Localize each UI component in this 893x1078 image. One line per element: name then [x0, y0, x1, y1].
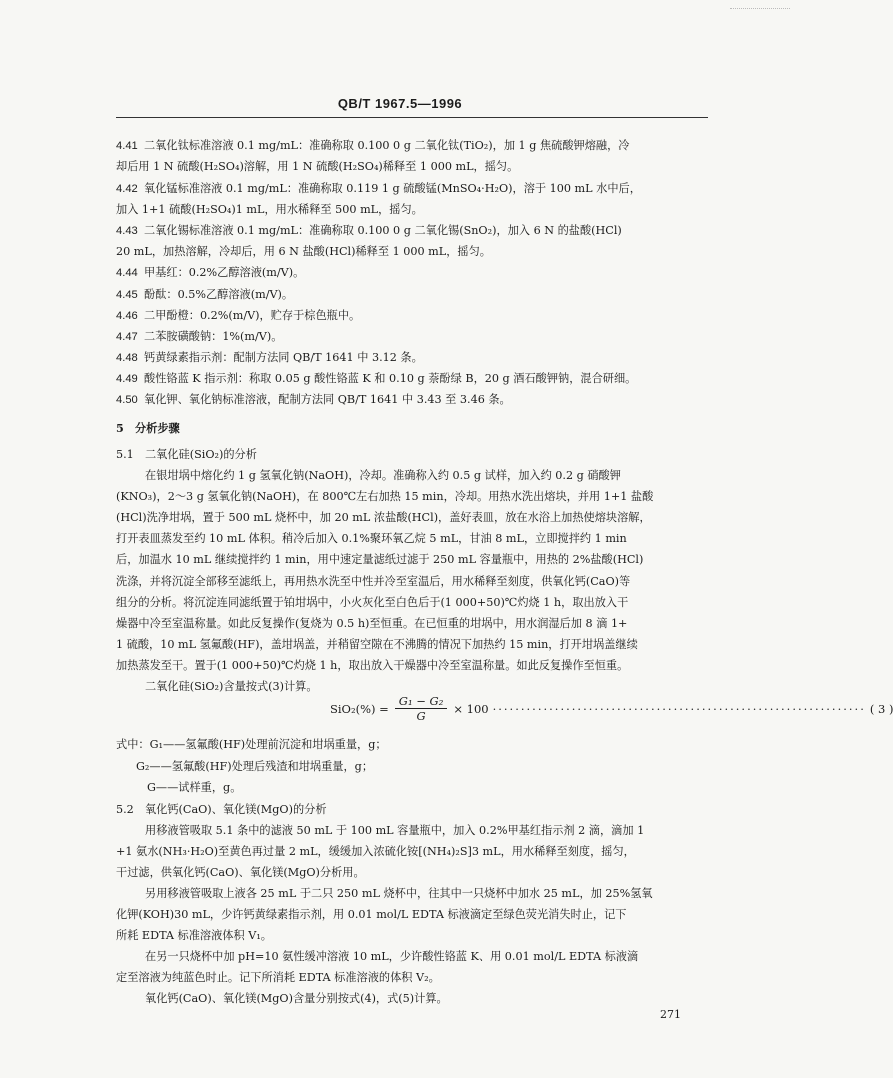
s51-line: 组分的分析。将沉淀连同滤纸置于铂坩埚中，小火灰化至白色后于(1 000+50)℃灼烧 1 h，取出放入干 — [116, 596, 629, 609]
where-g1: 式中：G₁——氢氟酸(HF)处理前沉淀和坩埚重量，g； — [116, 738, 387, 751]
s51-line: 在银坩埚中熔化约 1 g 氢氧化钠(NaOH)，冷却。准确称入约 0.5 g 试样，加入约 0.2 g 硝酸钾 — [145, 469, 621, 482]
s52-line: 氧化钙(CaO)、氧化镁(MgO)含量分别按式(4)，式(5)计算。 — [145, 992, 448, 1005]
item-text: 酸性铬蓝 K 指示剂：称取 0.05 g 酸性铬蓝 K 和 0.10 g 萘酚绿 B，20 g 酒石酸钾钠，混合研细。 — [144, 372, 637, 385]
item-4-43 — [116, 224, 716, 238]
item-text: 甲基红：0.2%乙醇溶液(m/V)。 — [144, 266, 305, 279]
item-text: 氧化钾、氧化钠标准溶液，配制方法同 QB/T 1641 中 3.43 至 3.46 条。 — [144, 393, 511, 406]
item-4-41-cont: 却后用 1 N 硫酸(H₂SO₄)溶解，用 1 N 硫酸(H₂SO₄)稀释至 1 000 mL，摇匀。 — [116, 160, 519, 173]
formula-number: ( 3 ) — [869, 701, 893, 716]
item-4-42-cont: 加入 1+1 硫酸(H₂SO₄)1 mL，用水稀释至 500 mL，摇匀。 — [116, 203, 423, 216]
item-4-45 — [116, 288, 716, 302]
page-number: 271 — [660, 1008, 681, 1021]
s51-line: (KNO₃)，2～3 g 氢氧化钠(NaOH)，在 800℃左右加热 15 min，冷却。用热水洗出熔块，并用 1+1 盐酸 — [116, 490, 654, 503]
s52-line: 另用移液管吸取上液各 25 mL 于二只 250 mL 烧杯中，往其中一只烧杯中加水 25 mL，加 25%氢氧 — [145, 887, 653, 900]
item-number: 4.48 — [116, 352, 138, 364]
item-number: 4.45 — [116, 289, 138, 301]
item-text: 酚酞：0.5%乙醇溶液(m/V)。 — [144, 288, 294, 301]
item-number: 4.41 — [116, 140, 138, 152]
item-text: 二氧化锡标准溶液 0.1 mg/mL：准确称取 0.100 0 g 二氧化锡(SnO₂)，加入 6 N 的盐酸(HCl) — [144, 224, 622, 237]
item-4-44 — [116, 266, 716, 280]
s51-line: 洗涤，并将沉淀全部移至滤纸上，再用热水洗至中性并冷至室温后，用水稀释至刻度，供氧化钙(CaO)等 — [116, 575, 631, 588]
item-4-42 — [116, 182, 716, 196]
item-number: 4.42 — [116, 183, 138, 195]
formula-fraction — [395, 694, 448, 723]
item-text: 二甲酚橙：0.2%(m/V)，贮存于棕色瓶中。 — [144, 309, 361, 322]
formula-leader-dots: ·································································· — [492, 701, 866, 716]
s52-line: 在另一只烧杯中加 pH=10 氨性缓冲溶液 10 mL，少许酸性铬蓝 K、用 0.01 mol/L EDTA 标液滴 — [145, 950, 639, 963]
item-text: 氧化锰标准溶液 0.1 mg/mL：准确称取 0.119 1 g 硫酸锰(MnSO₄·H₂O)，溶于 100 mL 水中后， — [144, 182, 641, 195]
s52-line: 用移液管吸取 5.1 条中的滤液 50 mL 于 100 mL 容量瓶中，加入 0.2%甲基红指示剂 2 滴，滴加 1 — [145, 824, 645, 837]
item-4-49 — [116, 372, 716, 386]
item-4-41 — [116, 139, 716, 153]
section-5-1-heading: 5.1 二氧化硅(SiO₂)的分析 — [116, 448, 257, 461]
item-4-48 — [116, 351, 716, 365]
item-text: 二苯胺磺酸钠：1%(m/V)。 — [144, 330, 283, 343]
s51-line: 打开表皿蒸发至约 10 mL 体积。稍冷后加入 0.1%聚环氧乙烷 5 mL，甘油 8 mL，立即搅拌约 1 min — [116, 532, 627, 545]
item-4-47 — [116, 330, 716, 344]
item-4-50 — [116, 393, 716, 407]
item-number: 4.44 — [116, 267, 138, 279]
item-number: 4.43 — [116, 225, 138, 237]
item-number: 4.46 — [116, 310, 138, 322]
s52-line: 化钾(KOH)30 mL，少许钙黄绿素指示剂，用 0.01 mol/L EDTA 标液滴定至绿色荧光消失时止，记下 — [116, 908, 627, 921]
corner-mark — [730, 0, 790, 9]
item-number: 4.47 — [116, 331, 138, 343]
item-text: 钙黄绿素指示剂：配制方法同 QB/T 1641 中 3.12 条。 — [144, 351, 423, 364]
s51-line: 1 硫酸，10 mL 氢氟酸(HF)，盖坩埚盖，并稍留空隙在不沸腾的情况下加热约 15 min，打开坩埚盖继续 — [116, 638, 638, 651]
header-rule — [116, 117, 708, 118]
section-5-heading: 5 分析步骤 — [116, 421, 180, 435]
s51-line: 燥器中冷至室温称量。如此反复操作(复烧为 0.5 h)至恒重。在已恒重的坩埚中，用水润湿后加 8 滴 1+ — [116, 617, 628, 630]
item-number: 4.50 — [116, 394, 138, 406]
calc-intro-3: 二氧化硅(SiO₂)含量按式(3)计算。 — [145, 680, 318, 693]
formula-rhs: × 100 — [453, 701, 489, 716]
s51-line: (HCl)洗净坩埚，置于 500 mL 烧杯中，加 20 mL 浓盐酸(HCl)，盖好表皿，放在水浴上加热使熔块溶解， — [116, 511, 651, 524]
where-g2: G₂——氢氟酸(HF)处理后残渣和坩埚重量，g； — [136, 760, 374, 773]
item-text: 二氧化钛标准溶液 0.1 mg/mL：准确称取 0.100 0 g 二氧化钛(TiO₂)，加 1 g 焦硫酸钾熔融，冷 — [144, 139, 630, 152]
item-4-46 — [116, 309, 716, 323]
section-5-2-heading: 5.2 氧化钙(CaO)、氧化镁(MgO)的分析 — [116, 803, 327, 816]
where-g: G——试样重，g。 — [147, 781, 242, 794]
s51-line: 后，加温水 10 mL 继续搅拌约 1 min，用中速定量滤纸过滤于 250 mL 容量瓶中，用热的 2%盐酸(HCl) — [116, 553, 644, 566]
formula-denominator: G — [416, 709, 426, 723]
s52-line: +1 氨水(NH₃·H₂O)至黄色再过量 2 mL，缓缓加入浓硫化铵[(NH₄)₂S]3 mL，用水稀释至刻度，摇匀， — [116, 845, 635, 858]
formula-lhs: SiO₂(%) = — [330, 701, 389, 716]
s51-line: 加热蒸发至干。置于(1 000+50)℃灼烧 1 h，取出放入干燥器中冷至室温称量。如此反复操作至恒重。 — [116, 659, 629, 672]
item-number: 4.49 — [116, 373, 138, 385]
item-4-43-cont: 20 mL，加热溶解，冷却后，用 6 N 盐酸(HCl)稀释至 1 000 mL，摇匀。 — [116, 245, 491, 258]
s52-line: 定至溶液为纯蓝色时止。记下所消耗 EDTA 标准溶液的体积 V₂。 — [116, 971, 440, 984]
s52-line: 所耗 EDTA 标准溶液体积 V₁。 — [116, 929, 272, 942]
formula-3 — [330, 694, 893, 723]
formula-numerator: G₁ − G₂ — [395, 694, 448, 709]
s52-line: 干过滤，供氧化钙(CaO)、氧化镁(MgO)分析用。 — [116, 866, 365, 879]
page-header: QB/T 1967.5—1996 — [337, 96, 463, 111]
